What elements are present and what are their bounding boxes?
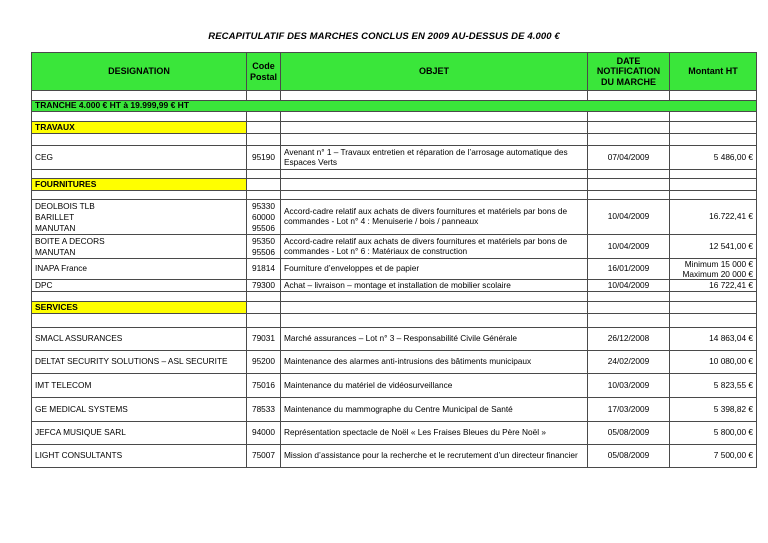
- table-row: [32, 422, 757, 445]
- header-designation: DESIGNATION: [32, 53, 247, 91]
- table-row: [32, 235, 757, 259]
- objet-cell: Marché assurances – Lot n° 3 – Responsabilité Civile Générale: [281, 328, 588, 351]
- table-row: [32, 445, 757, 468]
- table-row: [32, 146, 757, 170]
- spacer-row: [32, 170, 757, 179]
- designation-line: DEOLBOIS TLB: [35, 200, 95, 211]
- date-cell: 10/04/2009: [588, 235, 670, 259]
- montant-cell: 12 541,00 €: [670, 235, 757, 259]
- code-line: 95506: [251, 222, 276, 233]
- designation-cell: JEFCA MUSIQUE SARL: [32, 422, 247, 445]
- tranche-label: TRANCHE 4.000 € HT à 19.999,99 € HT: [32, 101, 757, 112]
- objet-cell: Accord-cadre relatif aux achats de divers fournitures et matériels par bons de commandes - Lot n° 6 : Matériaux de construction: [281, 235, 588, 259]
- montant-cell: 5 823,55 €: [670, 374, 757, 398]
- code-cell: 95200: [247, 351, 281, 374]
- montant-cell: 16.722,41 €: [670, 200, 757, 235]
- date-cell: 10/03/2009: [588, 374, 670, 398]
- spacer-row: [32, 292, 757, 302]
- montant-line: Maximum 20 000 €: [682, 269, 753, 279]
- objet-cell: Maintenance du mammographe du Centre Municipal de Santé: [281, 398, 588, 422]
- table-row: [32, 280, 757, 292]
- header-row: [32, 53, 757, 91]
- spacer-row: [32, 191, 757, 200]
- code-cell: 75016: [247, 374, 281, 398]
- table-row: [32, 328, 757, 351]
- date-cell: 07/04/2009: [588, 146, 670, 170]
- header-code-postal: Code Postal: [247, 53, 281, 91]
- montant-cell: 16 722,41 €: [670, 280, 757, 292]
- section-row-services: [32, 302, 757, 314]
- table-row: [32, 374, 757, 398]
- designation-line: MANUTAN: [35, 246, 76, 257]
- designation-cell: IMT TELECOM: [32, 374, 247, 398]
- designation-line: BARILLET: [35, 211, 75, 222]
- designation-cell: DELTAT SECURITY SOLUTIONS – ASL SECURITE: [32, 351, 247, 374]
- spacer-row: [32, 134, 757, 146]
- objet-cell: Fourniture d’enveloppes et de papier: [281, 259, 588, 280]
- designation-cell: INAPA France: [32, 259, 247, 280]
- date-cell: 24/02/2009: [588, 351, 670, 374]
- code-cell: 79031: [247, 328, 281, 351]
- montant-cell: [670, 259, 757, 280]
- designation-cell: SMACL ASSURANCES: [32, 328, 247, 351]
- date-cell: 10/04/2009: [588, 200, 670, 235]
- code-cell: 91814: [247, 259, 281, 280]
- objet-cell: Avenant n° 1 – Travaux entretien et réparation de l’arrosage automatique des Espaces Verts: [281, 146, 588, 170]
- code-cell: 94000: [247, 422, 281, 445]
- code-cell: 78533: [247, 398, 281, 422]
- date-cell: 10/04/2009: [588, 280, 670, 292]
- objet-cell: Maintenance des alarmes anti-intrusions des bâtiments municipaux: [281, 351, 588, 374]
- objet-cell: Achat – livraison – montage et installation de mobilier scolaire: [281, 280, 588, 292]
- date-cell: 05/08/2009: [588, 445, 670, 468]
- spacer-row: [32, 112, 757, 122]
- code-line: 60000: [251, 211, 276, 222]
- code-cell: 75007: [247, 445, 281, 468]
- code-cell: 79300: [247, 280, 281, 292]
- section-services: SERVICES: [32, 302, 247, 314]
- designation-line: BOITE A DECORS: [35, 235, 105, 246]
- spacer-row: [32, 91, 757, 101]
- code-line: 95350: [251, 235, 276, 246]
- montant-cell: 5 486,00 €: [670, 146, 757, 170]
- table-row: [32, 200, 757, 235]
- date-cell: 16/01/2009: [588, 259, 670, 280]
- objet-cell: Accord-cadre relatif aux achats de divers fournitures et matériels par bons de commandes - Lot n° 4 : Menuiserie / bois / panneaux: [281, 200, 588, 235]
- montant-cell: 7 500,00 €: [670, 445, 757, 468]
- objet-cell: Représentation spectacle de Noël « Les Fraises Bleues du Père Noël »: [281, 422, 588, 445]
- designation-cell: [32, 235, 247, 259]
- designation-cell: DPC: [32, 280, 247, 292]
- montant-cell: 14 863,04 €: [670, 328, 757, 351]
- montant-cell: 5 800,00 €: [670, 422, 757, 445]
- designation-cell: GE MEDICAL SYSTEMS: [32, 398, 247, 422]
- date-cell: 05/08/2009: [588, 422, 670, 445]
- page-title: RECAPITULATIF DES MARCHES CONCLUS EN 2009 AU-DESSUS DE 4.000 €: [208, 31, 560, 42]
- montant-cell: 10 080,00 €: [670, 351, 757, 374]
- section-travaux: TRAVAUX: [32, 122, 247, 134]
- date-cell: 17/03/2009: [588, 398, 670, 422]
- header-date: DATE NOTIFICATION DU MARCHE: [588, 53, 670, 91]
- designation-cell: LIGHT CONSULTANTS: [32, 445, 247, 468]
- code-cell: [247, 200, 281, 235]
- table-row: [32, 351, 757, 374]
- code-cell: 95190: [247, 146, 281, 170]
- header-montant: Montant HT: [670, 53, 757, 91]
- table-row: [32, 259, 757, 280]
- code-cell: [247, 235, 281, 259]
- section-row-fournitures: [32, 179, 757, 191]
- montant-line: Minimum 15 000 €: [684, 259, 753, 269]
- code-line: 95506: [251, 246, 276, 257]
- date-cell: 26/12/2008: [588, 328, 670, 351]
- objet-cell: Mission d’assistance pour la recherche et le recrutement d’un directeur financier: [281, 445, 588, 468]
- marches-table: [31, 52, 757, 468]
- montant-cell: 5 398,82 €: [670, 398, 757, 422]
- section-row-travaux: [32, 122, 757, 134]
- designation-line: MANUTAN: [35, 222, 76, 233]
- code-line: 95330: [251, 200, 276, 211]
- designation-cell: [32, 200, 247, 235]
- section-fournitures: FOURNITURES: [32, 179, 247, 191]
- objet-cell: Maintenance du matériel de vidéosurveillance: [281, 374, 588, 398]
- table-row: [32, 398, 757, 422]
- header-objet: OBJET: [281, 53, 588, 91]
- spacer-row: [32, 314, 757, 328]
- designation-cell: CEG: [32, 146, 247, 170]
- tranche-row: [32, 101, 757, 112]
